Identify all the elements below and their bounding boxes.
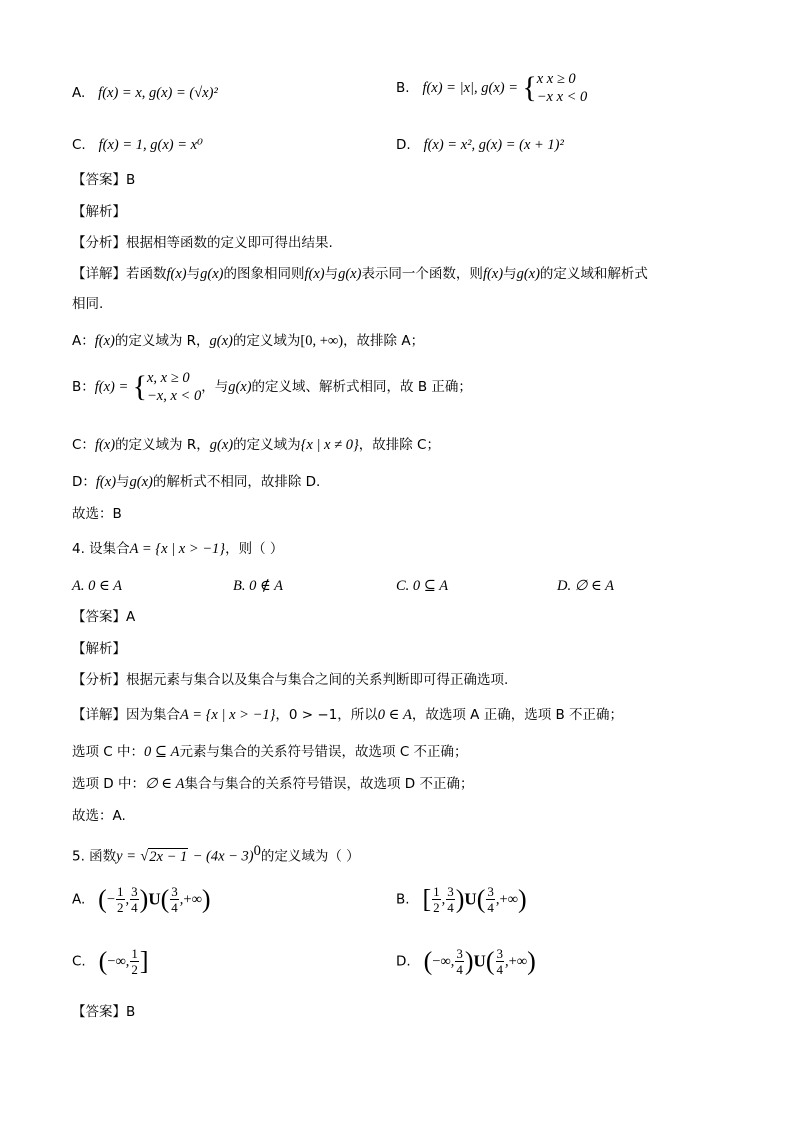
q3-option-b-cases: x x ≥ 0 −x x < 0 (536, 71, 588, 105)
q4-option-a: A. 0 ∈ A (72, 578, 122, 594)
q3-option-b-expr: f(x) = |x|, g(x) = (422, 80, 519, 96)
q5-answer: 【答案】B (72, 1004, 136, 1020)
q4-fenxi: 【分析】根据元素与集合以及集合与集合之间的关系判断即可得正确选项. (72, 672, 509, 688)
q3-fenxi: 【分析】根据相等函数的定义即可得出结果. (72, 235, 333, 251)
q4-option-b: B. 0 ∉ A (233, 578, 283, 594)
q5-radicand: 2x − 1 (149, 848, 188, 865)
q4-choose: 故选：A. (72, 808, 126, 824)
q5-option-d: D. (−∞, $\frac{3}{4}$ )U( $\frac{3}{4}$ ,+∞) (396, 946, 536, 977)
q4-answer: 【答案】A (72, 609, 136, 625)
q5-option-a: A. (− $\frac{1}{2}$ , $\frac{3}{4}$ )U( $\frac{3}{4}$ ,+∞) (72, 884, 211, 915)
q3-xiangjie-cont: 相同. (72, 296, 104, 312)
q3-line-b-cases: x, x ≥ 0 −x, x < 0 (147, 370, 202, 404)
left-brace-icon: { (132, 370, 147, 403)
q4-jiexi-tag: 【解析】 (72, 641, 126, 657)
q4-xiangjie: 【详解】因为集合A = {x | x > −1}，0 > −1，所以0 ∈ A，故选项 A 正确，选项 B 不正确； (72, 707, 624, 723)
q4-option-c: C. 0 ⊆ A (396, 578, 449, 594)
q3-line-a: A：f(x)的定义域为 R，g(x)的定义域为[0, +∞)，故排除 A； (72, 333, 425, 349)
q5-option-b: B. [ $\frac{1}{2}$ , $\frac{3}{4}$ )U( $\frac{3}{4}$ ,+∞) (396, 884, 527, 915)
q3-option-c-expr: f(x) = 1, g(x) = x⁰ (98, 137, 203, 153)
q4-option-c-note: 选项 C 中：0 ⊆ A元素与集合的关系符号错误，故选项 C 不正确； (72, 744, 468, 760)
q3-line-b: B：f(x) = { x, x ≥ 0 −x, x < 0 ，与g(x)的定义域、解析式相同，故 B 正确； (72, 370, 472, 404)
left-brace-icon: { (522, 71, 537, 104)
sqrt-icon: √ (140, 848, 149, 865)
q3-answer: 【答案】B (72, 172, 136, 188)
q3-option-b: B. f(x) = |x|, g(x) = { x x ≥ 0 −x x < 0 (396, 71, 588, 105)
q4-stem: 4. 设集合A = {x | x > −1}，则（ ） (72, 541, 284, 557)
q3-option-d-expr: f(x) = x², g(x) = (x + 1)² (423, 137, 564, 153)
q3-choose: 故选：B (72, 506, 122, 522)
q4-option-d-note: 选项 D 中：∅ ∈ A集合与集合的关系符号错误，故选项 D 不正确； (72, 776, 474, 792)
q3-line-d: D：f(x)与g(x)的解析式不相同，故排除 D. (72, 474, 321, 490)
q5-stem: 5. 函数$y = √2x - 1 - (4x - 3)^0$的定义域为（ ） (72, 843, 360, 865)
q3-option-c: C. f(x) = 1, g(x) = x⁰ (72, 137, 203, 153)
q3-option-d: D. f(x) = x², g(x) = (x + 1)² (396, 137, 564, 153)
q3-jiexi-tag: 【解析】 (72, 204, 126, 220)
q3-option-a-expr: f(x) = x, g(x) = (√x)² (98, 85, 218, 101)
q3-xiangjie: 【详解】若函数f(x)与g(x)的图象相同则f(x)与g(x)表示同一个函数，则f(x)与g(x)的定义域和解析式 (72, 266, 648, 282)
q3-option-a: A. f(x) = x, g(x) = (√x)² (72, 85, 218, 101)
q3-line-c: C：f(x)的定义域为 R，g(x)的定义域为{x | x ≠ 0}，故排除 C； (72, 437, 440, 453)
q5-option-c: C. (−∞, $\frac{1}{2}$ ] (72, 946, 149, 977)
q4-option-d: D. ∅ ∈ A (557, 578, 614, 594)
